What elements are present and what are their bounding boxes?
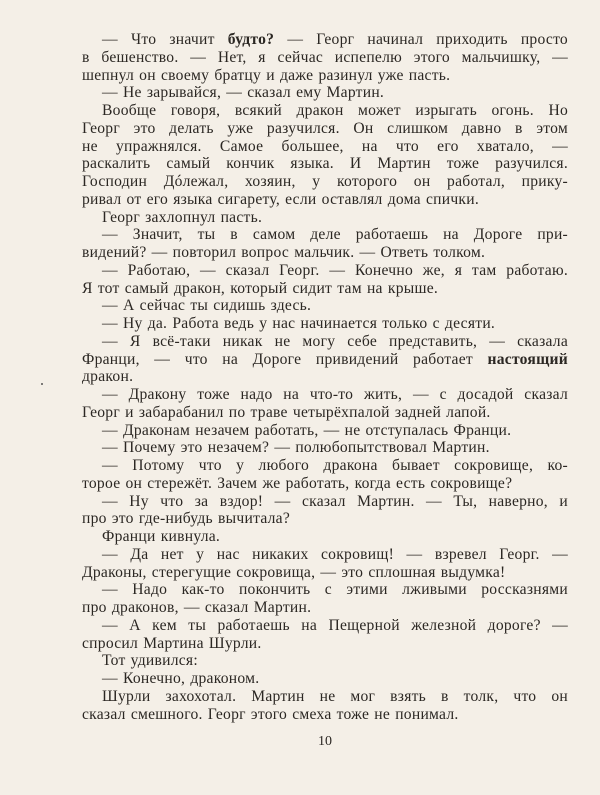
paragraph	[82, 457, 568, 493]
emphasized-text: настоящий	[487, 350, 568, 368]
text-segment: спросил Мартина Шурли.	[82, 634, 262, 652]
text-segment: Франци кивнула.	[102, 528, 221, 545]
paragraph	[82, 670, 568, 688]
paragraph	[82, 209, 568, 227]
text-segment: — Ну да. Работа ведь у нас начинается только с десяти.	[102, 315, 496, 332]
text-segment: Драконы, стерегущие сокровища, — это сплошная выдумка!	[82, 563, 506, 581]
paragraph	[82, 226, 568, 262]
text-line	[82, 368, 568, 386]
paragraph	[82, 528, 568, 546]
text-segment: видений? — повторил вопрос мальчик. — Ответь толком.	[82, 244, 486, 261]
text-segment: про это где-нибудь вычитала?	[82, 510, 291, 528]
text-segment: дракон.	[82, 368, 134, 386]
text-line	[82, 457, 568, 475]
text-line	[82, 404, 568, 422]
text-line	[82, 652, 568, 670]
text-segment: раскалить самый кончик языка. И Мартин тоже разучился.	[82, 155, 568, 173]
text-line	[82, 49, 568, 67]
text-line	[82, 475, 568, 493]
text-line	[82, 493, 568, 511]
text-line	[82, 386, 568, 404]
text-segment: — Ну что за вздор! — сказал Мартин. — Ты, наверно, и	[102, 492, 568, 510]
text-line	[82, 439, 568, 457]
text-segment: — Драконам незачем работать, — не отступалась Франци.	[102, 421, 512, 439]
text-segment: — А сейчас ты сидишь здесь.	[102, 297, 312, 315]
text-line	[82, 351, 568, 369]
paragraph	[82, 652, 568, 670]
text-segment: Господин Дóлежал, хозяин, у которого он работал, прику-	[82, 173, 568, 190]
text-line	[82, 546, 568, 564]
text-segment: — Я всё-таки никак не могу себе представить, — сказала	[102, 332, 568, 350]
text-segment: Франци, — что на Дороге привидений работает	[82, 350, 488, 368]
paragraph	[82, 439, 568, 457]
text-segment: — Надо как-то покончить с этими лживыми россказнями	[102, 581, 568, 599]
paragraph	[82, 315, 568, 333]
text-segment: Георг это делать уже разучился. Он слишком давно в этом	[82, 119, 568, 137]
text-line	[82, 617, 568, 635]
paragraph	[82, 493, 568, 529]
text-line	[82, 581, 568, 599]
paragraph	[82, 688, 568, 724]
text-segment: — Конечно, драконом.	[102, 670, 260, 687]
paragraph	[82, 386, 568, 422]
paragraph	[82, 333, 568, 386]
paragraph	[82, 581, 568, 617]
text-line	[82, 333, 568, 351]
emphasized-text: будто?	[227, 31, 275, 48]
text-line	[82, 244, 568, 262]
text-line	[82, 191, 568, 209]
text-segment: Я тот самый дракон, который сидит там на крыше.	[82, 279, 439, 297]
paragraph	[82, 102, 568, 209]
text-segment: — Что значит	[102, 31, 228, 48]
text-segment: Тот удивился:	[102, 652, 198, 670]
paragraph	[82, 546, 568, 582]
text-segment: — Значит, ты в самом деле работаешь на Дороге при-	[102, 226, 568, 244]
paragraph	[82, 297, 568, 315]
text-line	[82, 209, 568, 227]
paragraph	[82, 617, 568, 653]
text-segment: сказал смешного. Георг этого смеха тоже не понимал.	[82, 705, 459, 723]
text-line	[82, 670, 568, 688]
paragraph	[82, 422, 568, 440]
text-segment: в бешенство. — Нет, я сейчас испепелю этого мальчишку, —	[82, 48, 568, 66]
paragraph	[82, 31, 568, 84]
text-segment: — Георг начинал приходить просто	[274, 31, 568, 48]
text-line	[82, 528, 568, 546]
text-line	[82, 315, 568, 333]
text-segment: — Потому что у любого дракона бывает сокровище, ко-	[102, 457, 568, 474]
text-segment: — Да нет у нас никаких сокровищ! — взревел Георг. —	[102, 545, 568, 563]
text-line	[82, 102, 568, 120]
text-line	[82, 138, 568, 156]
text-segment: торое он стережёт. Зачем же работать, когда есть сокровище?	[82, 474, 513, 492]
text-segment: про драконов, — сказал Мартин.	[82, 599, 312, 616]
text-line	[82, 173, 568, 191]
text-line	[82, 67, 568, 85]
page-body-text	[82, 31, 568, 723]
text-segment: ривал от его языка сигарету, если оставлял дома спички.	[82, 190, 479, 208]
text-segment: — Работаю, — сказал Георг. — Конечно же, я там работаю.	[102, 261, 568, 279]
text-line	[82, 297, 568, 315]
text-segment: шепнул он своему братцу и даже разинул уже пасть.	[82, 66, 451, 84]
text-line	[82, 31, 568, 49]
text-line	[82, 688, 568, 706]
text-segment: — Почему это незачем? — полюбопытствовал Мартин.	[102, 439, 490, 457]
text-line	[82, 120, 568, 138]
text-line	[82, 564, 568, 582]
text-segment: Георг захлопнул пасть.	[102, 208, 263, 226]
text-line	[82, 226, 568, 244]
text-segment: не упражнялся. Самое большее, на что его хватало, —	[82, 137, 568, 155]
text-segment: Георг и забарабанил по траве четырёхпалой задней лапой.	[82, 403, 491, 421]
text-segment: — А кем ты работаешь на Пещерной железной дороге? —	[102, 616, 568, 634]
paragraph	[82, 84, 568, 102]
text-line	[82, 280, 568, 298]
text-segment: Вообще говоря, всякий дракон может изрыгать огонь. Но	[102, 102, 568, 119]
text-line	[82, 84, 568, 102]
text-segment: — Дракону тоже надо на что-то жить, — с досадой сказал	[102, 386, 568, 403]
text-line	[82, 262, 568, 280]
text-line	[82, 635, 568, 653]
text-line	[82, 422, 568, 440]
text-line	[82, 599, 568, 617]
page-number: 10	[318, 734, 332, 749]
paragraph	[82, 262, 568, 298]
text-line	[82, 510, 568, 528]
text-line	[82, 155, 568, 173]
text-segment: — Не зарывайся, — сказал ему Мартин.	[102, 84, 385, 102]
text-segment: Шурли захохотал. Мартин не мог взять в толк, что он	[102, 687, 568, 705]
text-line	[82, 706, 568, 724]
print-speck	[41, 383, 43, 385]
